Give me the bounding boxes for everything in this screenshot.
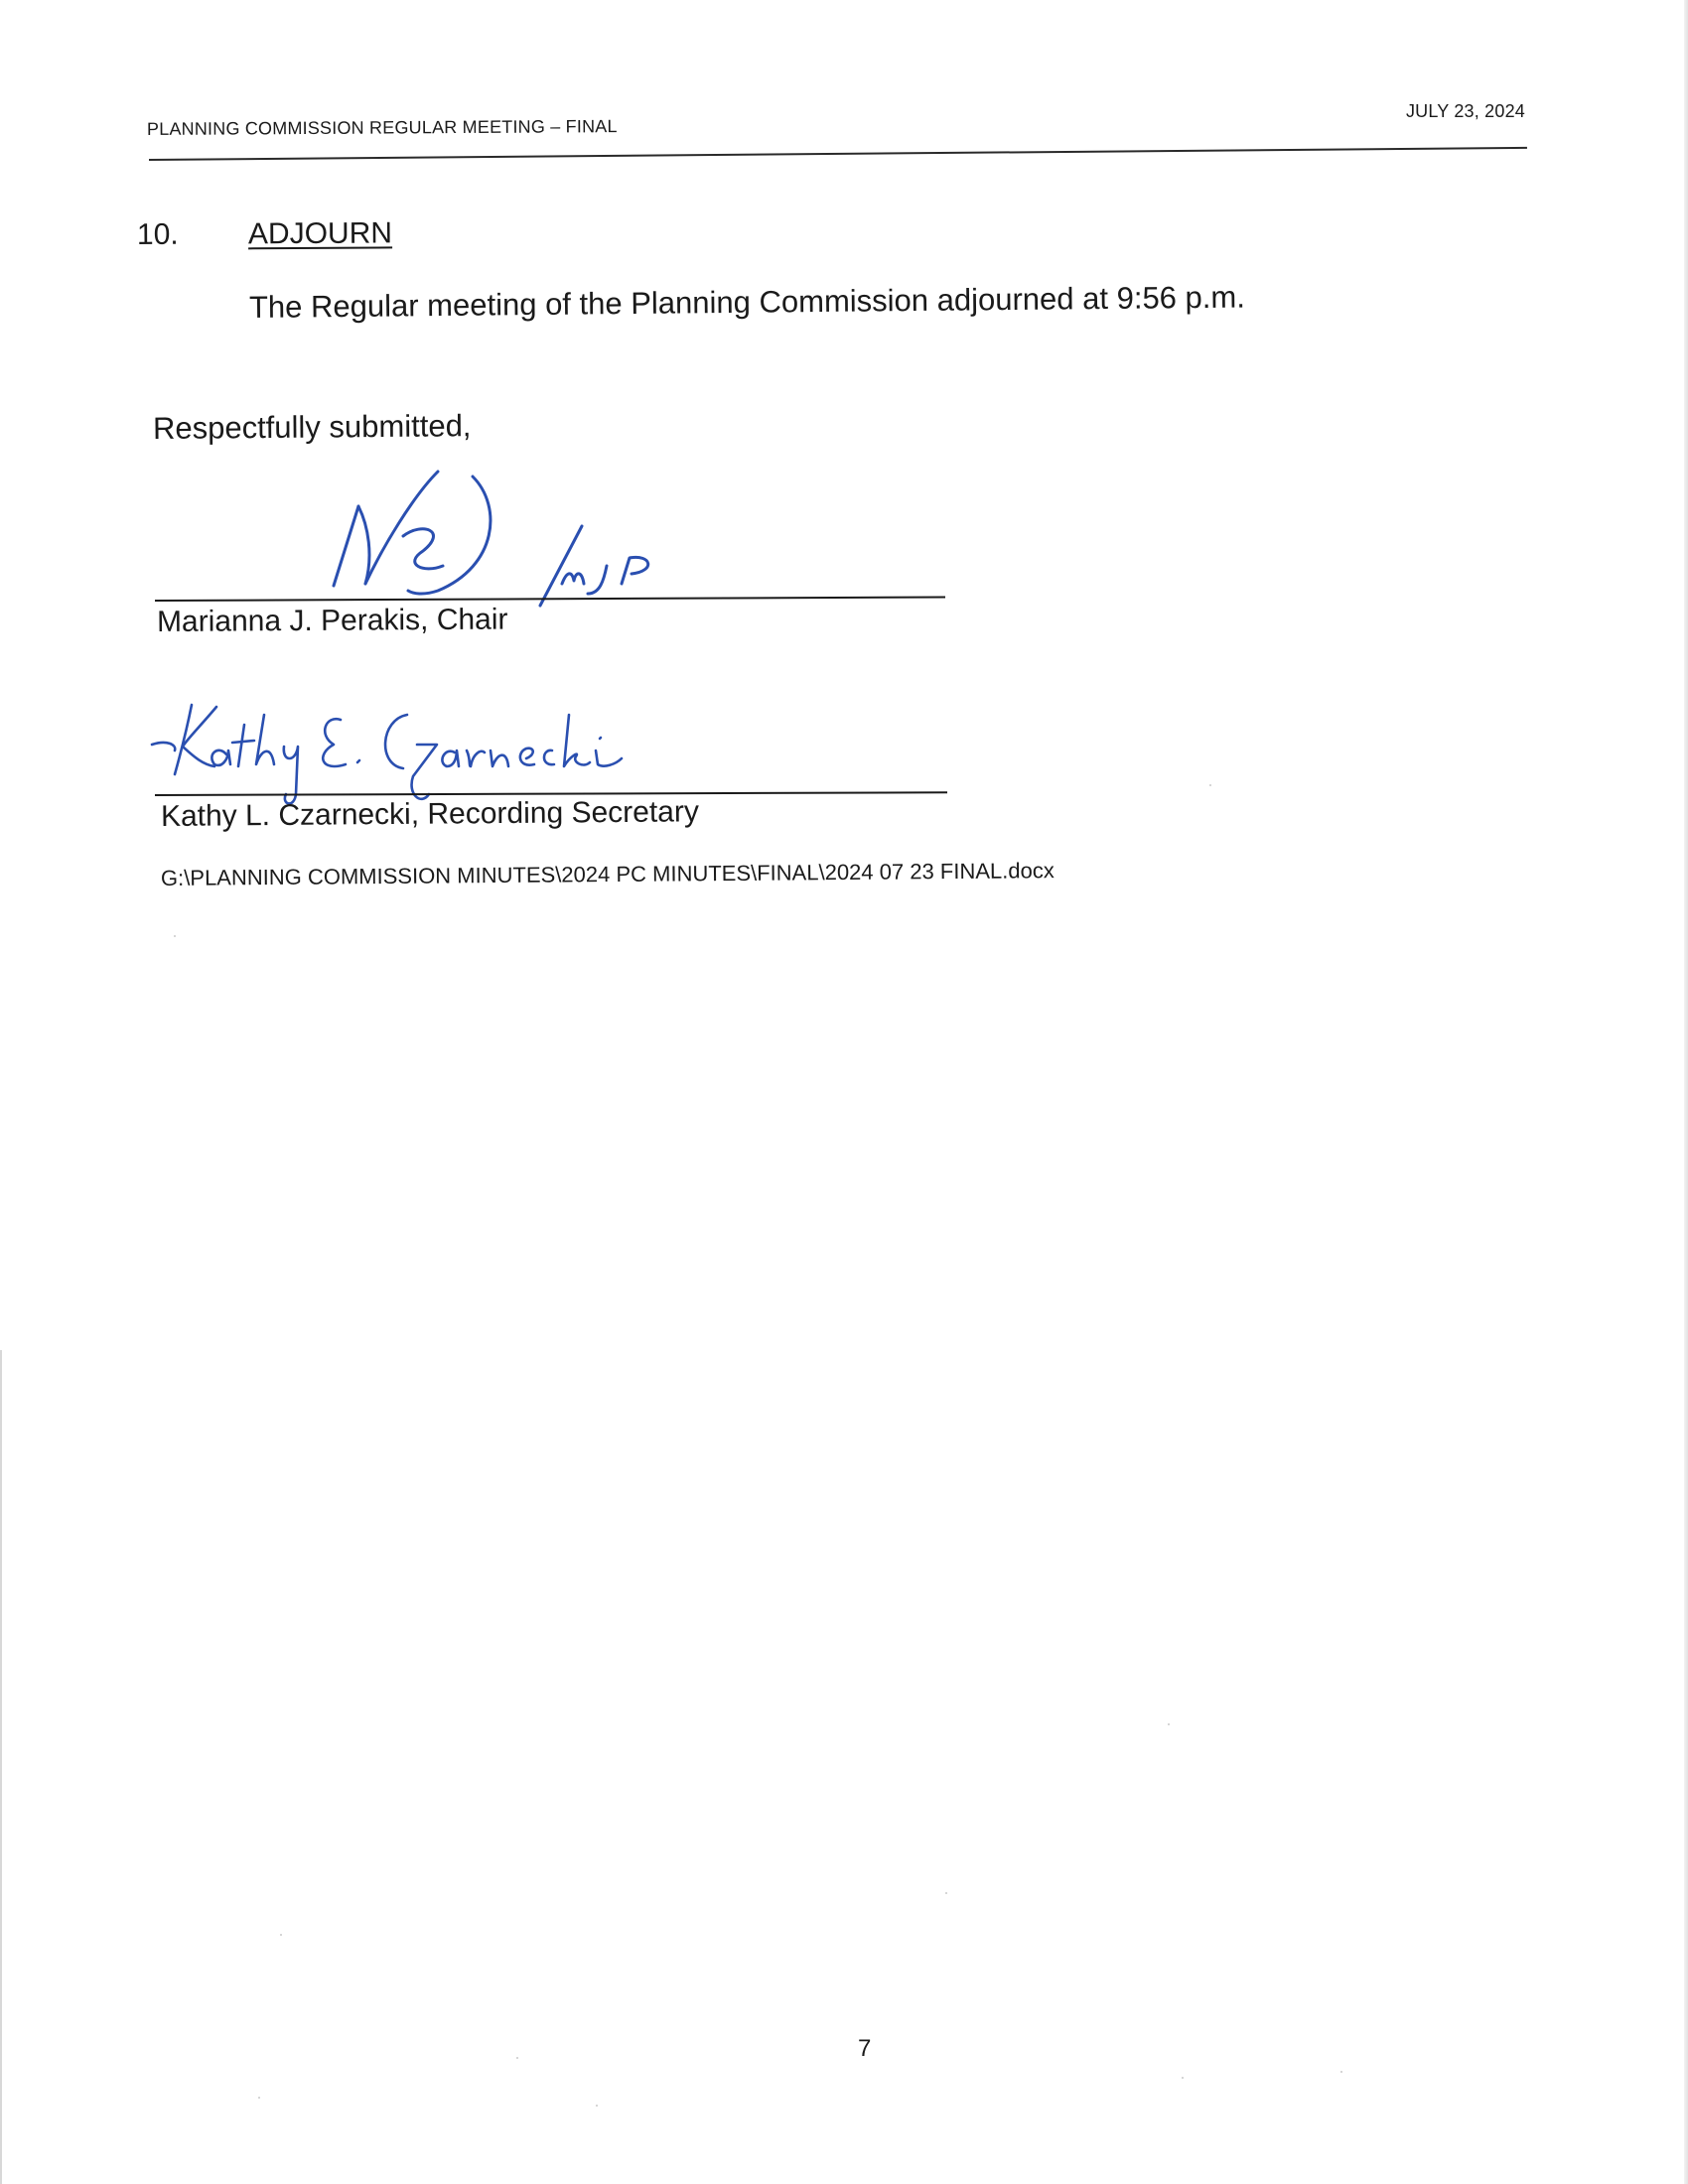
scan-speck xyxy=(1209,784,1211,786)
scan-speck xyxy=(596,2105,598,2107)
signatory-name-secretary: Kathy L. Czarnecki, Recording Secretary xyxy=(160,795,700,833)
section-body: The Regular meeting of the Planning Commission adjourned at 9:56 p.m. xyxy=(248,279,1246,325)
header-title: PLANNING COMMISSION REGULAR MEETING – FINAL xyxy=(146,116,618,139)
scan-speck xyxy=(1168,1723,1170,1725)
page-number: 7 xyxy=(858,2035,872,2062)
scan-edge xyxy=(1684,0,1688,2184)
signature-chair-image xyxy=(274,467,830,615)
scan-speck xyxy=(280,1934,282,1936)
scan-speck xyxy=(1182,2077,1184,2079)
scan-speck xyxy=(174,935,176,937)
section-number: 10. xyxy=(136,217,179,251)
scan-edge-left xyxy=(0,1350,2,2184)
closing-text: Respectfully submitted, xyxy=(152,408,472,446)
header-divider xyxy=(149,147,1527,161)
section-heading xyxy=(137,216,392,252)
scan-speck xyxy=(1340,2071,1342,2073)
file-path: G:\PLANNING COMMISSION MINUTES\2024 PC MINUTES\FINAL\2024 07 23 FINAL.docx xyxy=(160,858,1055,890)
section-title: ADJOURN xyxy=(247,216,393,251)
scan-speck xyxy=(945,1892,947,1894)
header-date: JULY 23, 2024 xyxy=(1405,101,1525,121)
scan-speck xyxy=(516,2057,518,2059)
signatory-name-chair: Marianna J. Perakis, Chair xyxy=(156,603,508,638)
scan-speck xyxy=(258,2097,260,2099)
